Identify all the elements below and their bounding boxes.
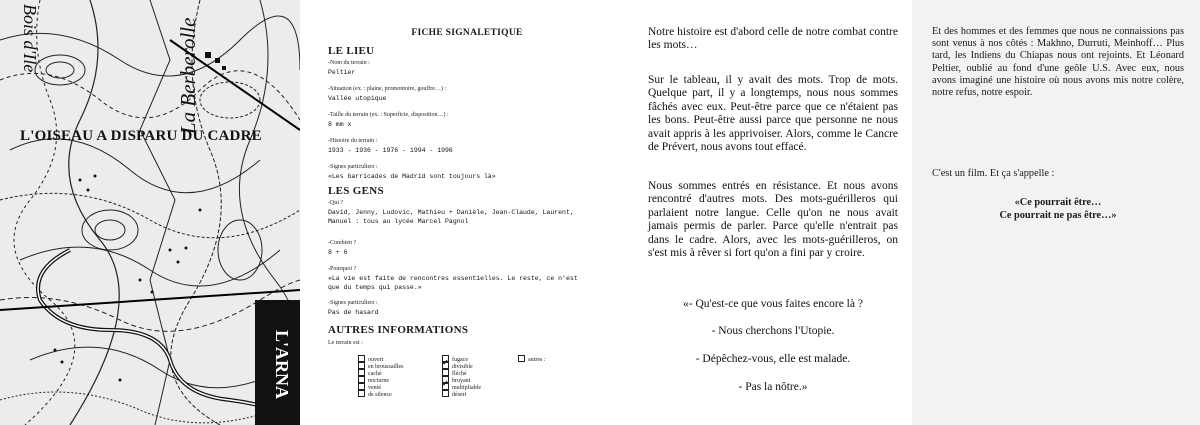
dialogue-line: - Dépêchez-vous, elle est malade. (695, 353, 851, 365)
map-label-bottom: L'ARNA (272, 330, 292, 400)
terrain-checkbox-item[interactable] (518, 355, 546, 362)
topographic-map-illustration (0, 0, 300, 425)
fiche-panel (322, 0, 612, 425)
autres-subtitle: Le terrain est : (328, 340, 363, 346)
empty-box-icon[interactable] (442, 369, 449, 376)
checkbox-label: en broussailles (368, 364, 404, 370)
field-value: Vallée utopique (328, 95, 387, 102)
field-value: «Les barricades de Madrid sont toujours là» (328, 173, 496, 180)
ending-quote-line-1: «Ce pourrait être… (1014, 197, 1102, 208)
checkbox-label: multipliable (452, 385, 481, 391)
field-value: 1933 - 1936 - 1976 - 1994 - 1996 (328, 147, 453, 154)
ending-paragraph-2: C'est un film. Et ça s'appelle : (932, 168, 1055, 179)
section-autres-title: AUTRES INFORMATIONS (328, 324, 469, 336)
section-lieu-title: LE LIEU (328, 45, 375, 57)
map-label-top: Bois d'Ile (20, 4, 40, 73)
terrain-checkbox-item[interactable] (358, 383, 404, 390)
checkbox-label: autres : (528, 357, 546, 363)
story-paragraph-2: Sur le tableau, il y avait des mots. Trop de mots. Quelque part, il y a longtemps, nous nous sommes fâchés avec eux. Peut-être parce que ce n'étaient pas les bons. Peut-être aussi parce que personne ne nous avait appris à les apprivoiser. Alors, comme le Cancre de Prévert, nous avons tout effacé. (648, 74, 898, 154)
story-paragraph-3: Nous sommes entrés en résistance. Et nous avons rencontré d'autres mots. Des mots-guérilleros qui parlaient notre langue. Celle qu'on ne nous avait jamais permis de parler. Parce qu'elle n'entrait pas dans le cadre. Alors, avec les mots-guérilleros, on s'est mis à rêver si fort qu'on a fini par y croire. (648, 180, 898, 260)
cover-panel (0, 0, 300, 425)
terrain-checkbox-item[interactable] (442, 383, 481, 390)
checkbox-column-3 (518, 355, 546, 362)
story-paragraph-1: Notre histoire est d'abord celle de notre combat contre les mots… (648, 26, 898, 52)
terrain-checkbox-item[interactable] (358, 390, 404, 397)
terrain-checkbox-item[interactable] (358, 355, 404, 362)
field-label: -Combien ? (328, 240, 357, 246)
dialogue-line: - Nous cherchons l'Utopie. (711, 325, 835, 337)
field-label: -Pourquoi ? (328, 266, 357, 272)
field-label: -Signes particuliers : (328, 164, 378, 170)
terrain-checkbox-item[interactable] (358, 369, 404, 376)
field-value: Pas de hasard (328, 309, 379, 316)
checked-box-icon[interactable] (442, 362, 449, 369)
dialogue-line: - Pas la nôtre.» (738, 381, 808, 393)
field-value: David, Jenny, Ludovic, Mathieu + Danièle, Jean-Claude, Laurent, Manuel : tous au lycée Marcel Pagnol (328, 209, 574, 225)
section-gens-title: LES GENS (328, 185, 384, 197)
terrain-checkbox-item[interactable] (358, 362, 404, 369)
empty-box-icon[interactable] (358, 376, 365, 383)
empty-box-icon[interactable] (442, 390, 449, 397)
map-label-berberolle: La Berberolle (176, 17, 200, 134)
checkbox-label: ouvert (368, 357, 384, 363)
checkbox-label: de silence (368, 392, 392, 398)
ending-quote-line-2: Ce pourrait ne pas être…» (999, 210, 1117, 221)
ending-panel (912, 0, 1200, 425)
checkbox-column-1 (358, 355, 404, 397)
field-label: -Histoire du terrain : (328, 138, 378, 144)
field-label: -Signes particuliers : (328, 300, 378, 306)
checkbox-label: caché (368, 371, 382, 377)
terrain-checkbox-item[interactable] (442, 390, 481, 397)
ending-paragraph-1: Et des hommes et des femmes que nous ne connaissions pas sont venus à nos côtés : Makhno, Durruti, Meinhoff… Plus tard, les Indiens du Chiapas nous ont rejoints. Et Léonard Peltier, oublié au fond d'une geôle U.S. Avec eux, nous avons imaginé une histoire où nous avons mis notre colère, notre refus, notre espoir. (932, 26, 1184, 99)
empty-box-icon[interactable] (358, 390, 365, 397)
terrain-checkbox-item[interactable] (358, 376, 404, 383)
empty-box-icon[interactable] (358, 369, 365, 376)
empty-box-icon[interactable] (358, 362, 365, 369)
checkbox-label: divisible (452, 364, 473, 370)
terrain-checkbox-item[interactable] (442, 369, 481, 376)
checkbox-label: désert (452, 392, 467, 398)
checkbox-label: nocturne (368, 378, 389, 384)
fiche-heading: FICHE SIGNALETIQUE (411, 28, 523, 38)
story-panel (620, 0, 900, 425)
field-value: «La vie est faite de rencontres essentielles. Le reste, ce n'est que du temps qui passe.» (328, 275, 578, 291)
field-label: -Situation (ex. : plaine, promontoire, gouffre…) : (328, 86, 447, 92)
field-label: -Nom du terrain : (328, 60, 370, 66)
checkbox-label: bruyant (452, 378, 471, 384)
field-value: 8 + 6 (328, 249, 348, 256)
empty-box-icon[interactable] (358, 383, 365, 390)
field-value: Peltier (328, 69, 356, 76)
checkbox-label: venté (368, 385, 381, 391)
field-value: 8 mm x (328, 121, 352, 128)
empty-box-icon[interactable] (358, 355, 365, 362)
checkbox-column-2 (442, 355, 481, 397)
empty-box-icon[interactable] (518, 355, 525, 362)
dialogue-line: «- Qu'est-ce que vous faites encore là ? (683, 298, 863, 310)
checkbox-label: fléché (452, 371, 467, 377)
terrain-checkbox-item[interactable] (442, 362, 481, 369)
cover-title: L'OISEAU A DISPARU DU CADRE (20, 128, 262, 144)
checkbox-label: fugace (452, 357, 468, 363)
checked-box-icon[interactable] (442, 383, 449, 390)
field-label: -Qui ? (328, 200, 344, 206)
field-label: -Taille du terrain (ex. : Superficie, disposition…) : (328, 112, 449, 118)
